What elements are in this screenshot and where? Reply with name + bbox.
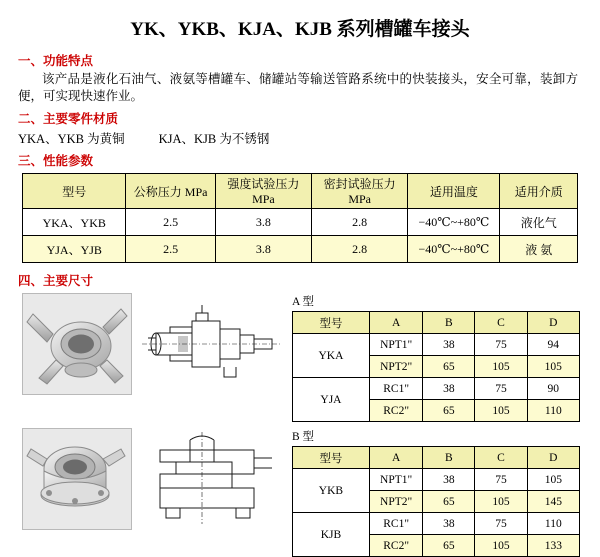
perf-cell-strength: 3.8	[215, 236, 311, 263]
dim-a-cell-model: YKA	[293, 334, 370, 378]
dimensions-area	[22, 293, 582, 557]
perf-header-nominal-pressure: 公称压力 MPa	[126, 174, 215, 209]
table-row	[23, 209, 578, 236]
dim-b-cell-d: 105	[527, 469, 579, 491]
dim-a-cell-b: 38	[423, 378, 475, 400]
dim-a-cell-d: 110	[527, 400, 579, 422]
table-row	[293, 378, 580, 400]
perf-header-temperature: 适用温度	[408, 174, 500, 209]
perf-header-strength-pressure: 强度试验压力 MPa	[215, 174, 311, 209]
dim-a-cell-c: 105	[475, 356, 527, 378]
perf-cell-seal: 2.8	[312, 236, 408, 263]
table-row	[293, 469, 580, 491]
section-heading-features: 一、功能特点	[18, 54, 94, 68]
coupling-drawing-type-a	[136, 293, 286, 393]
dim-b-cell-b: 38	[423, 513, 475, 535]
dim-a-cell-b: 65	[423, 400, 475, 422]
dim-a-header-d: D	[527, 312, 579, 334]
material-line	[18, 129, 600, 147]
dimension-table-block-b	[292, 428, 580, 557]
performance-table	[22, 173, 578, 263]
dim-b-header-a: A	[369, 447, 422, 469]
dim-b-cell-d: 133	[527, 535, 579, 557]
dim-a-cell-a: NPT2"	[369, 356, 422, 378]
perf-header-medium: 适用介质	[500, 174, 578, 209]
perf-cell-medium: 液 氨	[500, 236, 578, 263]
coupling-drawing-type-b	[136, 428, 286, 528]
dim-a-header-model: 型号	[293, 312, 370, 334]
perf-cell-temp: −40℃~+80℃	[408, 209, 500, 236]
table-row	[293, 334, 580, 356]
section-heading-dimensions: 四、主要尺寸	[18, 274, 94, 288]
dim-b-header-b: B	[423, 447, 475, 469]
dimension-table-b	[292, 446, 580, 557]
dim-a-header-b: B	[423, 312, 475, 334]
dim-b-header-c: C	[475, 447, 527, 469]
dim-a-cell-c: 75	[475, 334, 527, 356]
dim-b-cell-a: RC1"	[369, 513, 422, 535]
dim-b-cell-c: 75	[475, 469, 527, 491]
perf-cell-temp: −40℃~+80℃	[408, 236, 500, 263]
features-paragraph: 该产品是液化石油气、液氨等槽罐车、储罐站等输送管路系统中的快装接头，安全可靠，装卸方便，可实现快速作业。	[18, 72, 578, 103]
dimension-table-label-a: A 型	[292, 296, 315, 308]
dim-a-cell-b: 38	[423, 334, 475, 356]
dim-a-cell-d: 105	[527, 356, 579, 378]
dim-a-cell-a: RC2"	[369, 400, 422, 422]
perf-cell-nominal: 2.5	[126, 209, 215, 236]
page-title: YK、YKB、KJA、KJB 系列槽罐车接头	[130, 19, 470, 40]
dimension-row-type-b	[22, 428, 582, 557]
dim-b-cell-a: NPT2"	[369, 491, 422, 513]
dim-a-header-c: C	[475, 312, 527, 334]
dim-a-cell-d: 90	[527, 378, 579, 400]
dim-b-header-model: 型号	[293, 447, 370, 469]
dim-a-cell-a: RC1"	[369, 378, 422, 400]
dim-a-cell-a: NPT1"	[369, 334, 422, 356]
dim-b-cell-d: 110	[527, 513, 579, 535]
dim-b-cell-model: YKB	[293, 469, 370, 513]
table-row	[23, 236, 578, 263]
material-text-brass: YKA、YKB 为黄铜	[18, 132, 125, 146]
dim-a-cell-c: 75	[475, 378, 527, 400]
perf-cell-model: YJA、YJB	[23, 236, 126, 263]
table-header-row	[293, 447, 580, 469]
perf-cell-nominal: 2.5	[126, 236, 215, 263]
dim-b-cell-b: 65	[423, 491, 475, 513]
dimension-table-label-b: B 型	[292, 431, 315, 443]
dim-b-cell-b: 38	[423, 469, 475, 491]
dim-a-cell-model: YJA	[293, 378, 370, 422]
dimension-table-a	[292, 311, 580, 422]
dim-a-cell-d: 94	[527, 334, 579, 356]
dimension-table-block-a	[292, 293, 580, 422]
perf-header-seal-pressure: 密封试验压力 MPa	[312, 174, 408, 209]
dim-b-cell-model: KJB	[293, 513, 370, 557]
coupling-photo-type-b	[22, 428, 132, 530]
dim-b-cell-a: NPT1"	[369, 469, 422, 491]
dim-b-cell-a: RC2"	[369, 535, 422, 557]
dim-b-header-d: D	[527, 447, 579, 469]
performance-table-wrap	[22, 173, 600, 263]
perf-cell-model: YKA、YKB	[23, 209, 126, 236]
perf-cell-medium: 液化气	[500, 209, 578, 236]
dim-b-cell-b: 65	[423, 535, 475, 557]
perf-cell-seal: 2.8	[312, 209, 408, 236]
perf-header-model: 型号	[23, 174, 126, 209]
dim-a-header-a: A	[369, 312, 422, 334]
dim-a-cell-c: 105	[475, 400, 527, 422]
dimension-row-type-a	[22, 293, 582, 422]
perf-cell-strength: 3.8	[215, 209, 311, 236]
dim-b-cell-d: 145	[527, 491, 579, 513]
dim-b-cell-c: 75	[475, 513, 527, 535]
dim-a-cell-b: 65	[423, 356, 475, 378]
table-header-row	[293, 312, 580, 334]
dim-b-cell-c: 105	[475, 491, 527, 513]
section-heading-performance: 三、性能参数	[18, 154, 94, 168]
table-header-row	[23, 174, 578, 209]
coupling-photo-type-a	[22, 293, 132, 395]
dim-b-cell-c: 105	[475, 535, 527, 557]
material-text-steel: KJA、KJB 为不锈钢	[158, 132, 270, 146]
section-heading-material: 二、主要零件材质	[18, 112, 119, 126]
